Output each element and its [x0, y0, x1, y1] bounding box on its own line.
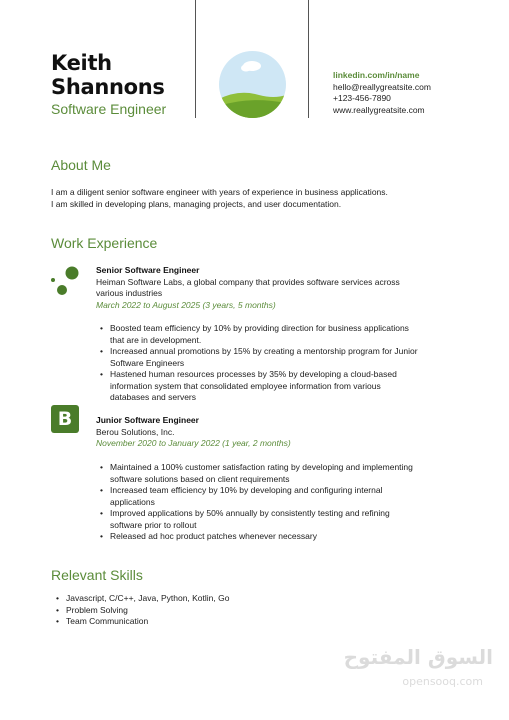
bullet-line: • Increased team efficiency by 10% by developing and configuring internal — [110, 485, 383, 495]
job-date: November 2020 to January 2022 (1 year, 2 months) — [96, 438, 291, 448]
list-item: • Problem Solving — [56, 605, 229, 617]
about-line: I am a diligent senior software engineer with years of experience in business applications. — [51, 187, 388, 197]
resume-header — [0, 0, 509, 120]
list-item — [100, 369, 430, 404]
list-item — [100, 508, 430, 531]
work-heading: Work Experience — [51, 235, 158, 251]
first-name: Keith — [51, 51, 112, 75]
watermark-latin: opensooq.com — [402, 675, 483, 688]
list-item — [100, 323, 430, 346]
about-text — [51, 187, 471, 210]
bullet-line: Software Engineers — [110, 357, 185, 368]
header-divider-left — [195, 0, 196, 118]
phone-text: +123-456-7890 — [333, 93, 391, 103]
bullet-line: • Improved applications by 50% annually by consistently testing and refining — [110, 508, 390, 518]
email-text[interactable]: hello@reallygreatsite.com — [333, 81, 431, 92]
job-role: Junior Software Engineer — [96, 415, 199, 425]
bullet-line: • Boosted team efficiency by 10% by providing direction for business applications — [110, 323, 409, 333]
job-company: Heiman Software Labs, a global company that provides software services across — [96, 276, 400, 287]
job-company: Berou Solutions, Inc. — [96, 426, 175, 437]
contact-block — [333, 70, 431, 116]
list-item: • Javascript, C/C++, Java, Python, Kotlin, Go — [56, 593, 229, 605]
header-divider-right — [308, 0, 309, 118]
watermark-arabic: السوق المفتوح — [343, 645, 493, 669]
job-entry — [96, 415, 436, 450]
profile-photo — [219, 51, 286, 118]
list-item — [100, 346, 430, 369]
bullet-line: • Hastened human resources processes by 35% by developing a cloud-based — [110, 369, 397, 379]
bullet-line: software prior to rollout — [110, 519, 197, 530]
bullet-line: • Maintained a 100% customer satisfaction rating by developing and implementing — [110, 462, 413, 472]
about-line: I am skilled in developing plans, managing projects, and user documentation. — [51, 198, 342, 209]
bullet-line: information system that consolidated employee information from various — [110, 380, 381, 391]
job-title: Software Engineer — [51, 101, 167, 117]
job-bullets — [100, 462, 430, 543]
bullet-line: applications — [110, 496, 155, 507]
list-item — [100, 531, 430, 543]
full-name — [51, 51, 165, 99]
last-name: Shannons — [51, 75, 165, 99]
job-date: March 2022 to August 2025 (3 years, 5 months) — [96, 299, 276, 310]
list-item — [100, 462, 430, 485]
bullet-line: • Released ad hoc product patches whenever necessary — [110, 531, 317, 541]
linkedin-link[interactable]: linkedin.com/in/name — [333, 70, 420, 80]
skills-heading: Relevant Skills — [51, 567, 143, 583]
job-bullets — [100, 323, 430, 404]
list-item: • Team Communication — [56, 616, 229, 628]
watermark — [333, 645, 493, 695]
bullet-line: that are in development. — [110, 334, 202, 345]
bullet-line: software solutions based on client requirements — [110, 473, 290, 484]
skills-list — [56, 593, 229, 628]
job-entry — [96, 265, 436, 311]
company-logo-b-icon: B — [51, 405, 79, 433]
list-item — [100, 485, 430, 508]
website-link[interactable]: www.reallygreatsite.com — [333, 104, 425, 115]
bullet-line: • Increased annual promotions by 15% by creating a mentorship program for Junior — [110, 346, 418, 356]
job-company: various industries — [96, 288, 163, 298]
company-logo-dots-icon — [50, 266, 80, 296]
bullet-line: databases and servers — [110, 392, 196, 402]
about-heading: About Me — [51, 157, 111, 173]
job-role: Senior Software Engineer — [96, 265, 200, 275]
